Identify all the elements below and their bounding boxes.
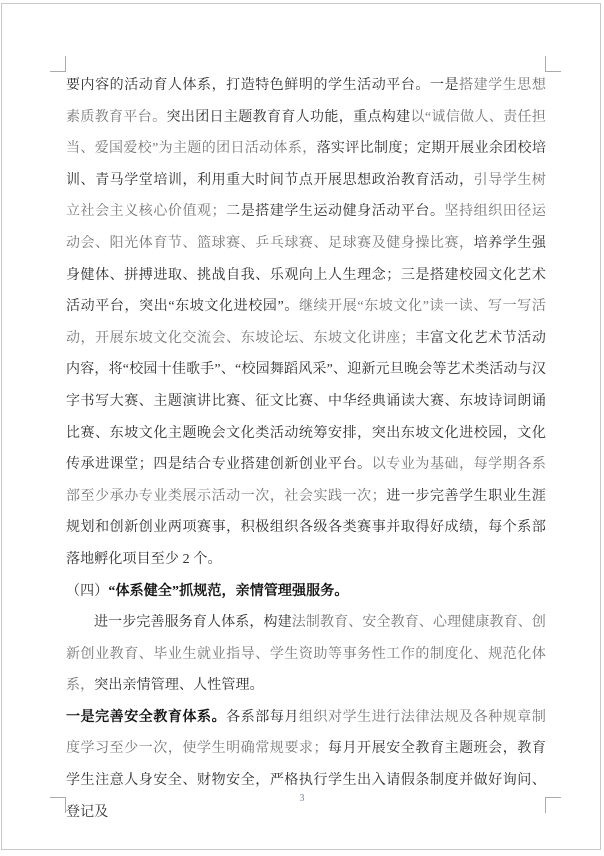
text-segment: 继续开展“东坡文化”读一读、写一写活动，开展东坡文化交流会、东坡论坛、东坡文化讲座；	[66, 299, 546, 346]
crop-mark-top-right	[545, 56, 561, 72]
text-segment: 要内容的活动育人体系，打造特色鲜明的学生活动平台。一是	[66, 78, 460, 93]
paragraph	[66, 70, 546, 576]
text-segment: 坚持组织田径运动会、阳光体育节、篮球赛、乒乓球赛、足球赛及健身操比赛，	[66, 204, 546, 251]
paragraph	[66, 607, 546, 702]
text-segment: 组织对学生进行法律法规及各种规章制度学习至少一次，使学生明确常规要求；	[66, 709, 546, 757]
text-segment: 二是搭建学生运动健身活动平台。	[225, 204, 445, 220]
page-number: 3	[299, 793, 305, 804]
crop-mark-top-left	[50, 56, 66, 72]
text-segment: 各系部每月	[226, 709, 299, 725]
text-segment: 突出亲情管理、人性管理。	[94, 678, 264, 694]
text-segment: 以专业为基础，每学期各系部至少承办专业类展示活动一次，社会实践一次；	[66, 457, 546, 504]
section-heading	[66, 576, 546, 608]
text-segment: 丰富文化艺术节活动内容，将“校园十佳歌手”、“校园舞蹈风采”、迎新元旦晚会等艺术类活动与汉字书写大赛、主题演讲比赛、征文比赛、中华经典诵读大赛、东坡诗词朗诵比赛、东坡文化主题晚会文化类活动统筹安排，突出东坡文化进校园，文化传承进课堂；四是结合专业搭建创新创业平台。	[66, 330, 546, 473]
text-segment: 进一步完善学生职业生涯规划和创新创业两项赛事，积极组织各级各类赛事并取得好成绩，每个系部落地孵化项目至少 2 个。	[66, 488, 547, 567]
text-segment: “体系健全”抓规范，亲情管理强服务。	[108, 583, 349, 599]
text-segment: 培养学生强身健体、拼搏进取、挑战自我、乐观向上人生理念；三是搭建校园文化艺术活动平台，突出“东坡文化进校园”。	[66, 235, 546, 315]
document-body	[66, 70, 546, 828]
text-segment: 每月开展安全教育主题班会，教育学生注意人身安全、财物安全，严格执行学生出入请假条制度并做好询问、登记及	[66, 741, 546, 820]
paragraph	[66, 702, 546, 828]
text-segment: 一是完善安全教育体系。	[66, 709, 227, 725]
page-footer	[0, 788, 604, 806]
text-segment: 突出团日主题教育育人功能，重点构建	[166, 109, 411, 125]
text-segment: 落实评比制度；定期开展业余团校培训、青马学堂培训，利用重大时间节点开展思想政治教育活动，	[66, 141, 546, 188]
text-segment: 搭建学生思想素质教育平台。	[66, 78, 546, 125]
text-segment: 进一步完善服务育人体系，构建	[94, 615, 292, 631]
text-segment: （四）	[66, 583, 109, 599]
text-segment: 法制教育、安全教育、心理健康教育、创新创业教育、毕业生就业指导、学生资助等事务性工作的制度化、规范化体系，	[66, 615, 546, 694]
text-segment: 以“诚信做人、责任担当、爱国爱校”为主题的团日活动体系，	[66, 109, 546, 157]
text-segment: 引导学生树立社会主义核心价值观；	[66, 172, 546, 220]
